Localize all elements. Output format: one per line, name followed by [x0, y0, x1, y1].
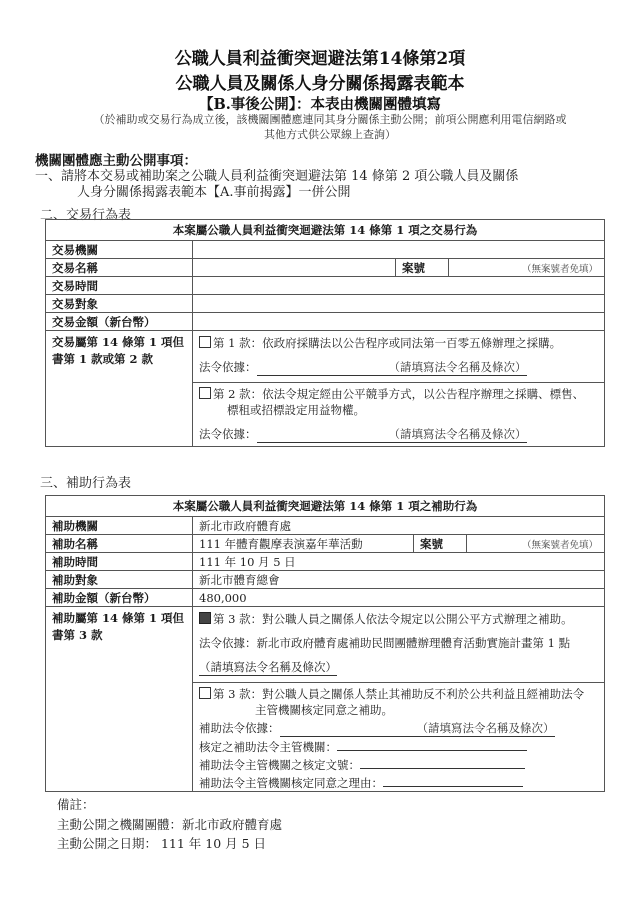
transaction-section-title: 二、交易行為表 — [40, 208, 132, 223]
case-no-field[interactable]: （無案號者免填） — [467, 535, 605, 553]
subtitle-line-2: 其他方式供公眾線上查詢） — [264, 128, 396, 141]
case-no-label: 案號 — [414, 535, 467, 553]
option2-field-label: 補助法令主管機關之核定文號： — [199, 758, 360, 772]
option2-field-label: 補助法令依據： — [199, 721, 280, 735]
option2-text-line-1: 第 2 款：依法令規定經由公平競爭方式，以公告程序辦理之採購、標售、 — [213, 387, 585, 401]
option1-law: 法令依據：新北市政府體育處補助民間團體辦理體育活動實施計畫第 1 點 — [199, 636, 571, 650]
table-row — [46, 553, 605, 571]
table-row — [46, 517, 605, 535]
table-row — [46, 277, 605, 295]
case-no-field[interactable]: （無案號者免填） — [449, 259, 605, 277]
subsidy-name-field[interactable]: 111 年體育觀摩表演嘉年華活動 — [193, 535, 414, 553]
row-label: 補助對象 — [46, 571, 193, 589]
subsidy-recipient-field[interactable]: 新北市體育總會 — [193, 571, 605, 589]
option1-checkbox[interactable] — [199, 336, 211, 348]
transaction-table-header: 本案屬公職人員利益衝突迴避法第 14 條第 1 項之交易行為 — [46, 220, 605, 241]
table-row — [46, 607, 605, 792]
option2-checkbox[interactable] — [199, 687, 211, 699]
option2-field-label: 核定之補助法令主管機關： — [199, 740, 337, 754]
option1-law-field[interactable] — [257, 359, 527, 376]
transaction-table — [45, 219, 605, 447]
option2-text-line-1: 第 3 款：對公職人員之關係人禁止其補助反不利於公共利益且經補助法令 — [213, 687, 585, 701]
transaction-time-field[interactable] — [193, 277, 605, 295]
option1-law-hint: （請填寫法令名稱及條次） — [388, 360, 527, 374]
option1-text: 第 1 款：依政府採購法以公告程序或同法第一百零五條辦理之採購。 — [213, 336, 562, 350]
subsidy-amount-field[interactable]: 480,000 — [193, 589, 605, 607]
row-label: 交易機關 — [46, 241, 193, 259]
option2-field-input[interactable] — [280, 720, 555, 737]
row-label: 交易名稱 — [46, 259, 193, 277]
table-row — [46, 259, 605, 277]
disclosure-item-line-1: 一、請將本交易或補助案之公職人員利益衝突迴避法第 14 條第 2 項公職人員及關係 — [35, 169, 519, 184]
notes-agency: 主動公開之機關團體：新北市政府體育處 — [57, 817, 283, 832]
option1-checkbox-checked[interactable] — [199, 612, 211, 624]
option2-law-field[interactable] — [257, 426, 527, 443]
exception-label: 交易屬第 14 條第 1 項但書第 1 款或第 2 款 — [46, 331, 193, 447]
table-row — [46, 535, 605, 553]
row-label: 補助名稱 — [46, 535, 193, 553]
subsidy-table-header: 本案屬公職人員利益衝突迴避法第 14 條第 1 項之補助行為 — [46, 496, 605, 517]
row-label: 交易時間 — [46, 277, 193, 295]
title-line-2: 公職人員及關係人身分關係揭露表範本 — [175, 74, 465, 94]
transaction-amount-field[interactable] — [193, 313, 605, 331]
transaction-agency-field[interactable] — [193, 241, 605, 259]
option2-text-line-2: 主管機關核定同意之補助。 — [255, 703, 393, 717]
case-no-label: 案號 — [396, 259, 449, 277]
option1-law-label: 法令依據： — [199, 360, 257, 374]
title-line-3: 【B.事後公開】：本表由機關團體填寫 — [198, 96, 442, 113]
notes-date: 主動公開之日期： 111 年 10 月 5 日 — [57, 836, 267, 851]
option2-field-input[interactable] — [383, 786, 523, 787]
disclosure-item-line-2: 人身分關係揭露表範本【A.事前揭露】一併公開 — [77, 185, 351, 200]
table-row — [46, 295, 605, 313]
notes-heading: 備註： — [57, 797, 95, 812]
table-row — [46, 331, 605, 447]
option2-field-input[interactable] — [360, 768, 525, 769]
subsidy-table — [45, 495, 605, 792]
row-label: 補助金額（新台幣） — [46, 589, 193, 607]
subsidy-agency-field[interactable]: 新北市政府體育處 — [193, 517, 605, 535]
row-label: 交易金額（新台幣） — [46, 313, 193, 331]
title-line-1: 公職人員利益衝突迴避法第14條第2項 — [174, 49, 466, 69]
exception-options — [193, 607, 605, 792]
transaction-counterparty-field[interactable] — [193, 295, 605, 313]
row-label: 補助時間 — [46, 553, 193, 571]
option2-law-label: 法令依據： — [199, 427, 257, 441]
transaction-name-field[interactable] — [193, 259, 396, 277]
option1-law-hint: （請填寫法令名稱及條次） — [199, 660, 337, 674]
option2-field-input[interactable] — [337, 750, 527, 751]
option2-text-line-2: 標租或招標設定用益物權。 — [227, 403, 365, 417]
subtitle-line-1: （於補助或交易行為成立後，該機關團體應連同其身分關係主動公開；前項公開應利用電信網路或 — [93, 113, 567, 126]
table-row — [46, 241, 605, 259]
option2-field-label: 補助法令主管機關核定同意之理由： — [199, 776, 383, 790]
exception-label: 補助屬第 14 條第 1 項但書第 3 款 — [46, 607, 193, 792]
option2-law-hint: （請填寫法令名稱及條次） — [388, 427, 527, 441]
table-row — [46, 571, 605, 589]
option2-field-hint: （請填寫法令名稱及條次） — [416, 721, 555, 735]
exception-options — [193, 331, 605, 447]
table-row — [46, 589, 605, 607]
option2-checkbox[interactable] — [199, 387, 211, 399]
subsidy-section-title: 三、補助行為表 — [40, 476, 132, 491]
table-row — [46, 313, 605, 331]
subsidy-time-field[interactable]: 111 年 10 月 5 日 — [193, 553, 605, 571]
disclosure-heading: 機關團體應主動公開事項： — [35, 153, 197, 169]
option1-text: 第 3 款：對公職人員之關係人依法令規定以公開公平方式辦理之補助。 — [213, 612, 573, 626]
row-label: 補助機關 — [46, 517, 193, 535]
row-label: 交易對象 — [46, 295, 193, 313]
